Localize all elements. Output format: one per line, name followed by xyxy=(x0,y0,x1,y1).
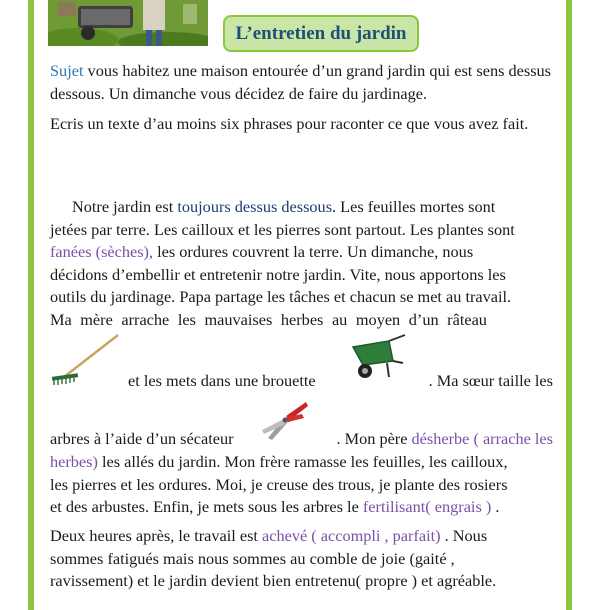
story-line-5: outils du jardinage. Papa partage les tâches et chacun se met au travail. xyxy=(50,287,512,306)
highlight-fanees: fanées (sèches), xyxy=(50,242,154,261)
story-line-6: Ma mère arrache les mauvaises herbes au moyen d’un râteau xyxy=(50,309,487,329)
story-line-7a: et les mets dans une brouette xyxy=(128,371,316,390)
story-line-9: herbes) les allés du jardin. Mon frère ramasse les feuilles, les cailloux, xyxy=(50,452,508,471)
highlight-herbes: herbes) xyxy=(50,452,98,471)
page-border-left xyxy=(28,0,34,610)
wheelbarrow-icon xyxy=(349,333,407,386)
story-line-4: décidons d’embellir et entretenir notre jardin. Vite, nous apportons les xyxy=(50,264,506,284)
consigne-paragraph: Ecris un texte d’au moins six phrases pour raconter ce que vous avez fait. xyxy=(50,114,529,133)
story-line-1: Notre jardin est toujours dessus dessous. Les feuilles mortes sont xyxy=(72,197,496,216)
story-paragraph-2 xyxy=(50,525,553,593)
highlight-desherbe: désherbe ( arrache les xyxy=(411,429,553,448)
story-line-2: jetées par terre. Les cailloux et les pierres sont partout. Les plantes sont xyxy=(50,219,515,239)
sujet-text: vous habitez une maison entourée d’un grand jardin qui est sens dessus dessous. Un dimanche vous décidez de faire du jardinage. xyxy=(50,61,552,103)
story-p2-line-3: ravissement) et le jardin devient bien entretenu( propre ) et agréable. xyxy=(50,571,497,590)
highlight-dessus-dessous: toujours dessus dessous xyxy=(177,197,333,216)
story-line-10: les pierres et les ordures. Moi, je creuse des trous, je plante des rosiers xyxy=(50,474,508,494)
gardening-photo xyxy=(48,0,208,46)
sujet-label: Sujet xyxy=(50,61,84,80)
page-title: L’entretien du jardin xyxy=(223,15,419,52)
story-paragraph-1 xyxy=(50,196,553,331)
rake-icon xyxy=(50,333,122,390)
highlight-acheve: achevé ( accompli , parfait) xyxy=(262,526,441,545)
story-line-8a: arbres à l’aide d’un sécateur xyxy=(50,429,234,448)
page-border-right xyxy=(566,0,572,610)
sujet-paragraph xyxy=(50,60,553,105)
highlight-fertilisant: fertilisant( engrais ) xyxy=(362,497,492,516)
story-p2-line-2: sommes fatigués mais nous sommes au comble de joie (gaité , xyxy=(50,548,455,568)
story-line-8b: . Mon père désherbe ( arrache les xyxy=(336,429,553,448)
pruning-shears-icon xyxy=(258,398,310,449)
story-line-3: fanées (sèches), les ordures couvrent la terre. Un dimanche, nous xyxy=(50,242,474,261)
story-line-11: et des arbustes. Enfin, je mets sous les arbres le fertilisant( engrais ) . xyxy=(50,497,500,516)
story-paragraph-1-end xyxy=(50,451,553,519)
story-p2-line-1: Deux heures après, le travail est achevé ( accompli , parfait) . Nous xyxy=(50,526,488,545)
story-line-7b: . Ma sœur taille les xyxy=(428,371,553,390)
